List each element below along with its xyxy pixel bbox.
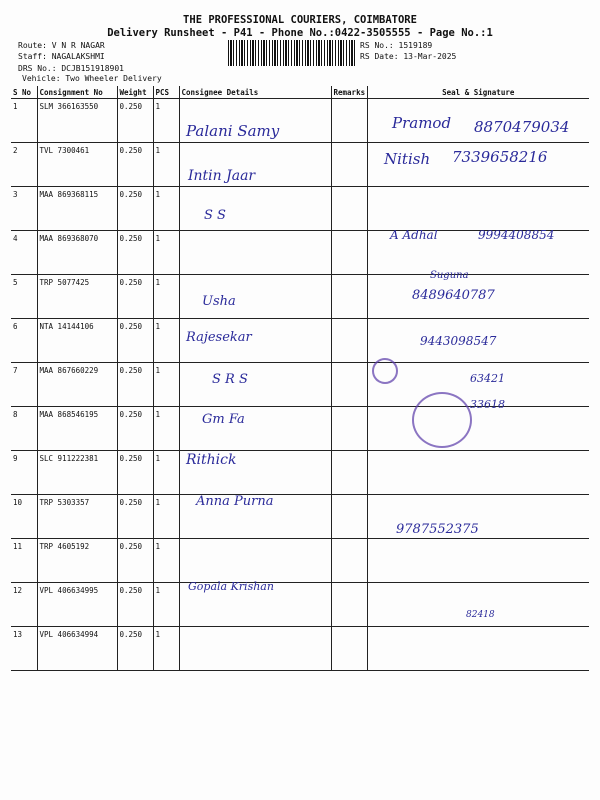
signature-number: 9787552375 [396, 522, 479, 537]
row-seal [367, 539, 589, 583]
table-row [11, 319, 589, 363]
row-remarks [331, 143, 367, 187]
row-consignee [179, 627, 331, 671]
row-sno: 1 [11, 99, 37, 143]
row-consignment: MAA 869368115 [37, 187, 117, 231]
signature-number: 9443098547 [420, 334, 497, 348]
handwritten-name: Rajesekar [186, 330, 252, 345]
handwritten-name: S R S [212, 372, 248, 387]
row-weight: 0.250 [117, 495, 153, 539]
row-sno: 7 [11, 363, 37, 407]
signature-number: 8489640787 [412, 288, 495, 303]
row-weight: 0.250 [117, 583, 153, 627]
row-remarks [331, 583, 367, 627]
row-consignment: SLM 366163550 [37, 99, 117, 143]
row-consignment: VPL 406634995 [37, 583, 117, 627]
row-seal [367, 407, 589, 451]
signature-name: A Adhal [390, 228, 438, 242]
company-title: THE PROFESSIONAL COURIERS, COIMBATORE [183, 14, 417, 26]
row-consignment: VPL 406634994 [37, 627, 117, 671]
row-pcs: 1 [153, 539, 179, 583]
row-pcs: 1 [153, 319, 179, 363]
row-pcs: 1 [153, 363, 179, 407]
row-remarks [331, 539, 367, 583]
row-sno: 11 [11, 539, 37, 583]
row-pcs: 1 [153, 451, 179, 495]
vehicle-label: Vehicle: Two Wheeler Delivery [22, 74, 162, 83]
runsheet-subtitle: Delivery Runsheet - P41 - Phone No.:0422-3505555 - Page No.:1 [107, 27, 493, 39]
handwritten-name: Gm Fa [202, 412, 245, 427]
row-weight: 0.250 [117, 539, 153, 583]
row-remarks [331, 363, 367, 407]
row-weight: 0.250 [117, 187, 153, 231]
row-consignment: TRP 5303357 [37, 495, 117, 539]
col-weight: Weight [117, 86, 153, 99]
col-consignee: Consignee Details [179, 86, 331, 99]
staff-label: Staff: NAGALAKSHMI [18, 52, 105, 61]
row-consignee [179, 231, 331, 275]
row-pcs: 1 [153, 495, 179, 539]
row-pcs: 1 [153, 627, 179, 671]
col-remarks: Remarks [331, 86, 367, 99]
table-row [11, 275, 589, 319]
handwritten-name: Rithick [186, 452, 237, 468]
table-row [11, 627, 589, 671]
table-row [11, 407, 589, 451]
table-header-row [11, 86, 589, 99]
signature-number: 82418 [466, 610, 495, 620]
row-consignment: MAA 869368070 [37, 231, 117, 275]
row-weight: 0.250 [117, 275, 153, 319]
row-weight: 0.250 [117, 363, 153, 407]
row-seal [367, 627, 589, 671]
row-pcs: 1 [153, 275, 179, 319]
col-sno: S No [11, 86, 37, 99]
handwritten-name: Gopala Krishan [188, 580, 274, 593]
col-consignment: Consignment No [37, 86, 117, 99]
route-label: Route: V N R NAGAR [18, 41, 105, 50]
row-pcs: 1 [153, 187, 179, 231]
handwritten-name: Intin Jaar [188, 168, 256, 184]
row-weight: 0.250 [117, 143, 153, 187]
barcode [228, 40, 356, 66]
seal-stamp [412, 392, 472, 448]
table-row [11, 583, 589, 627]
table-row [11, 187, 589, 231]
row-sno: 13 [11, 627, 37, 671]
row-sno: 6 [11, 319, 37, 363]
row-remarks [331, 99, 367, 143]
table-row [11, 539, 589, 583]
table-row [11, 495, 589, 539]
signature-number: 33618 [470, 398, 505, 411]
row-consignee [179, 187, 331, 231]
row-weight: 0.250 [117, 627, 153, 671]
handwritten-name: Usha [202, 294, 236, 309]
row-weight: 0.250 [117, 451, 153, 495]
col-pcs: PCS [153, 86, 179, 99]
drs-label: DRS No.: DCJB151918901 [18, 64, 124, 73]
row-consignee [179, 539, 331, 583]
rs-number: RS No.: 1519189 [360, 41, 433, 50]
row-remarks [331, 495, 367, 539]
row-consignment: SLC 911222381 [37, 451, 117, 495]
row-pcs: 1 [153, 583, 179, 627]
row-consignee [179, 363, 331, 407]
row-sno: 3 [11, 187, 37, 231]
signature-number: 8870479034 [474, 118, 570, 136]
table-row [11, 451, 589, 495]
row-consignment: NTA 14144106 [37, 319, 117, 363]
seal-stamp [372, 358, 398, 384]
row-pcs: 1 [153, 407, 179, 451]
row-remarks [331, 627, 367, 671]
row-sno: 12 [11, 583, 37, 627]
signature-number: 63421 [470, 372, 505, 385]
row-consignment: MAA 868546195 [37, 407, 117, 451]
col-seal: Seal & Signature [367, 86, 589, 99]
row-pcs: 1 [153, 143, 179, 187]
row-remarks [331, 231, 367, 275]
signature-number: 7339658216 [452, 148, 548, 166]
signature-name: Suguna [430, 270, 469, 281]
signature-name: Pramod [392, 114, 452, 132]
rs-date: RS Date: 13-Mar-2025 [360, 52, 457, 61]
row-remarks [331, 407, 367, 451]
row-sno: 10 [11, 495, 37, 539]
handwritten-name: Palani Samy [186, 122, 280, 140]
row-pcs: 1 [153, 231, 179, 275]
row-consignment: TVL 7300461 [37, 143, 117, 187]
row-weight: 0.250 [117, 407, 153, 451]
row-sno: 9 [11, 451, 37, 495]
row-remarks [331, 187, 367, 231]
signature-name: Nitish [384, 150, 431, 168]
row-remarks [331, 319, 367, 363]
row-remarks [331, 451, 367, 495]
row-sno: 5 [11, 275, 37, 319]
signature-number: 9994408854 [478, 228, 555, 242]
row-sno: 2 [11, 143, 37, 187]
row-weight: 0.250 [117, 231, 153, 275]
row-seal [367, 187, 589, 231]
row-consignment: TRP 5077425 [37, 275, 117, 319]
row-seal [367, 451, 589, 495]
row-sno: 8 [11, 407, 37, 451]
handwritten-name: Anna Purna [196, 494, 274, 509]
row-weight: 0.250 [117, 319, 153, 363]
row-weight: 0.250 [117, 99, 153, 143]
row-sno: 4 [11, 231, 37, 275]
handwritten-name: S S [204, 208, 226, 223]
row-pcs: 1 [153, 99, 179, 143]
row-remarks [331, 275, 367, 319]
row-consignment: MAA 867660229 [37, 363, 117, 407]
row-consignment: TRP 4605192 [37, 539, 117, 583]
